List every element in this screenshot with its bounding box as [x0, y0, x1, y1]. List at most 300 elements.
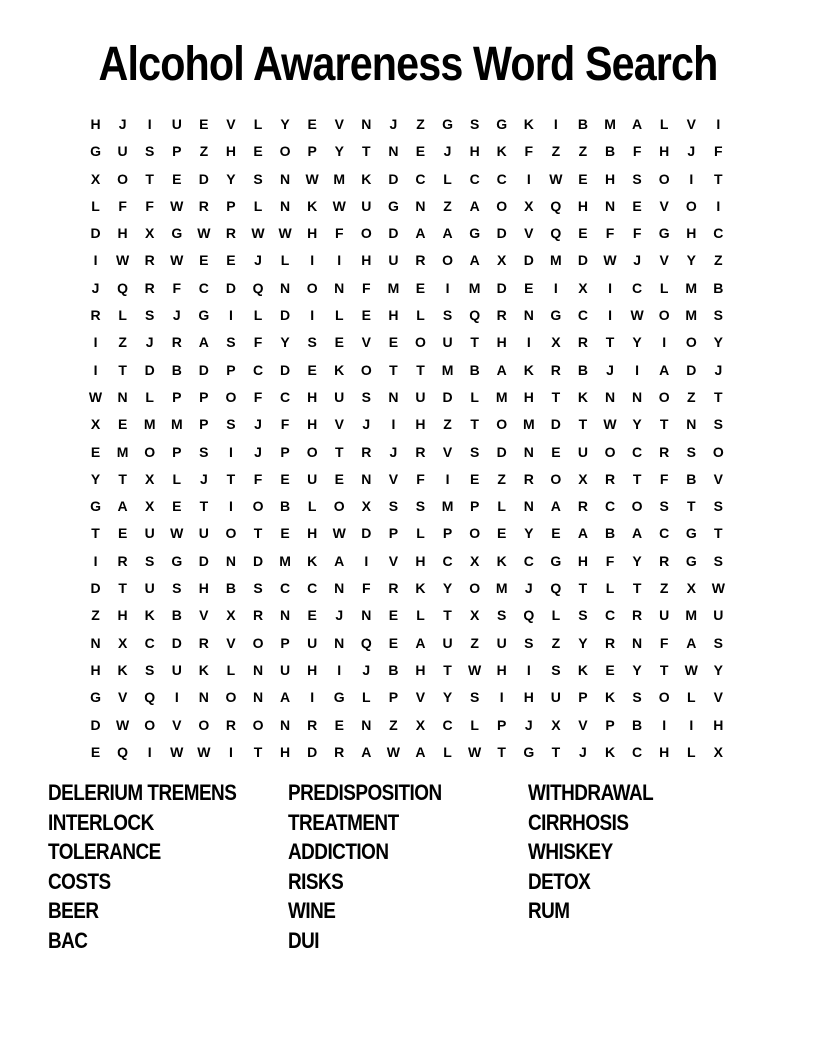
grid-letter: U — [713, 607, 724, 624]
grid-letter: B — [280, 498, 291, 515]
grid-letter: H — [523, 689, 534, 706]
grid-letter: M — [495, 580, 508, 597]
grid-letter: N — [388, 143, 399, 160]
grid-letter: P — [469, 498, 480, 515]
grid-letter: G — [387, 197, 399, 214]
grid-letter: V — [334, 416, 344, 433]
grid-letter: D — [90, 716, 101, 733]
grid-letter: X — [145, 470, 155, 487]
grid-letter: H — [90, 661, 101, 678]
grid-letter: Y — [280, 334, 290, 351]
grid-letter: I — [445, 470, 450, 487]
grid-letter: H — [659, 143, 670, 160]
grid-letter: W — [170, 743, 184, 760]
grid-letter: I — [689, 170, 694, 187]
grid-letter: R — [523, 470, 534, 487]
grid-letter: Y — [442, 689, 453, 706]
grid-letter: K — [496, 143, 507, 160]
grid-letter: N — [334, 580, 345, 597]
grid-letter: X — [415, 716, 426, 733]
grid-letter: T — [497, 743, 506, 760]
grid-letter: Y — [632, 552, 642, 569]
grid-letter: M — [441, 361, 454, 378]
grid-letter: T — [632, 470, 642, 487]
grid-letter: G — [90, 498, 101, 515]
grid-letter: T — [253, 743, 263, 760]
grid-letter: L — [307, 498, 317, 515]
grid-letter: U — [442, 334, 453, 351]
search-word: DUI — [288, 927, 320, 953]
grid-letter: X — [226, 607, 236, 624]
search-word: INTERLOCK — [48, 809, 154, 835]
grid-letter: I — [310, 689, 315, 706]
grid-letter: L — [362, 689, 371, 706]
grid-letter: S — [145, 143, 155, 160]
search-word: RISKS — [288, 868, 344, 894]
grid-letter: H — [713, 716, 724, 733]
grid-letter: I — [553, 279, 558, 296]
grid-letter: N — [523, 498, 534, 515]
grid-letter: N — [604, 197, 616, 214]
grid-letter: R — [496, 307, 507, 324]
grid-letter: W — [88, 388, 103, 405]
grid-letter: B — [686, 470, 697, 487]
grid-letter: I — [337, 661, 342, 678]
search-word: BAC — [48, 927, 88, 953]
grid-letter: O — [360, 225, 372, 242]
grid-letter: R — [415, 443, 426, 460]
grid-letter: E — [172, 498, 182, 515]
grid-letter: E — [415, 279, 426, 296]
grid-letter: M — [387, 279, 400, 296]
search-word: DETOX — [528, 868, 591, 894]
grid-letter: B — [388, 661, 399, 678]
grid-letter: C — [632, 279, 643, 296]
grid-letter: D — [252, 552, 264, 569]
grid-letter: S — [713, 552, 723, 569]
grid-letter: P — [226, 197, 236, 214]
grid-letter: G — [198, 307, 210, 324]
grid-row — [82, 493, 732, 520]
grid-row — [82, 138, 732, 165]
grid-letter: H — [225, 143, 236, 160]
grid-letter: V — [388, 552, 399, 569]
grid-letter: X — [578, 470, 588, 487]
grid-letter: C — [632, 743, 643, 760]
grid-letter: U — [442, 634, 453, 651]
grid-letter: O — [144, 443, 156, 460]
grid-letter: P — [199, 388, 209, 405]
grid-letter: S — [659, 498, 669, 515]
grid-letter: R — [659, 443, 670, 460]
grid-letter: N — [632, 388, 643, 405]
grid-letter: F — [714, 143, 723, 160]
grid-letter: Q — [523, 607, 535, 624]
grid-letter: R — [577, 334, 588, 351]
grid-letter: X — [90, 170, 101, 187]
grid-letter: B — [469, 361, 480, 378]
grid-letter: Y — [632, 416, 642, 433]
grid-letter: H — [659, 743, 670, 760]
grid-letter: T — [686, 498, 696, 515]
grid-letter: O — [252, 716, 264, 733]
grid-letter: O — [685, 197, 697, 214]
grid-letter: N — [361, 607, 372, 624]
grid-letter: U — [280, 661, 291, 678]
grid-letter: J — [579, 743, 587, 760]
grid-letter: C — [252, 361, 264, 378]
grid-letter: P — [172, 388, 182, 405]
grid-letter: S — [686, 443, 696, 460]
grid-letter: I — [662, 334, 667, 351]
grid-letter: O — [198, 716, 210, 733]
grid-letter: V — [524, 225, 534, 242]
grid-letter: P — [172, 443, 182, 460]
grid-letter: W — [386, 743, 400, 760]
grid-letter: J — [714, 361, 723, 378]
grid-letter: A — [415, 743, 426, 760]
grid-letter: N — [361, 716, 372, 733]
grid-letter: F — [362, 279, 371, 296]
grid-letter: H — [198, 580, 209, 597]
grid-letter: T — [714, 170, 723, 187]
grid-letter: P — [280, 634, 290, 651]
grid-letter: Q — [144, 689, 156, 706]
grid-letter: A — [280, 689, 291, 706]
grid-letter: J — [254, 443, 262, 460]
grid-letter: E — [469, 470, 480, 487]
grid-letter: L — [416, 525, 425, 542]
grid-letter: K — [523, 361, 534, 378]
grid-letter: A — [198, 334, 209, 351]
grid-letter: P — [226, 361, 236, 378]
grid-letter: Z — [118, 334, 127, 351]
grid-letter: Q — [550, 225, 562, 242]
grid-letter: Y — [632, 661, 642, 678]
grid-letter: E — [388, 607, 399, 624]
grid-letter: G — [171, 552, 183, 569]
grid-letter: Y — [686, 252, 696, 269]
grid-letter: S — [361, 388, 371, 405]
grid-letter: R — [225, 716, 236, 733]
grid-letter: D — [144, 361, 155, 378]
grid-row — [82, 275, 732, 302]
grid-letter: A — [415, 225, 426, 242]
grid-letter: R — [334, 743, 345, 760]
grid-letter: R — [415, 252, 426, 269]
grid-letter: R — [225, 225, 236, 242]
grid-letter: J — [389, 443, 398, 460]
grid-letter: Z — [91, 607, 100, 624]
grid-letter: Z — [443, 416, 452, 433]
grid-letter: U — [144, 525, 155, 542]
grid-letter: K — [604, 689, 616, 706]
grid-letter: B — [225, 580, 236, 597]
grid-letter: P — [605, 716, 615, 733]
grid-letter: N — [117, 388, 128, 405]
grid-letter: I — [228, 743, 233, 760]
grid-letter: H — [577, 552, 588, 569]
grid-letter: A — [632, 116, 643, 132]
grid-letter: C — [198, 279, 209, 296]
search-word: PREDISPOSITION — [288, 780, 442, 805]
grid-letter: S — [524, 634, 534, 651]
grid-row — [82, 439, 732, 466]
grid-letter: K — [361, 170, 372, 187]
grid-letter: V — [226, 634, 236, 651]
grid-letter: M — [685, 307, 698, 324]
grid-letter: G — [658, 225, 670, 242]
grid-letter: S — [551, 661, 561, 678]
grid-letter: I — [499, 689, 504, 706]
grid-letter: K — [307, 552, 318, 569]
grid-letter: J — [687, 143, 696, 160]
grid-letter: Q — [117, 743, 129, 760]
grid-letter: S — [469, 116, 480, 132]
grid-letter: N — [280, 279, 291, 296]
grid-letter: S — [713, 498, 723, 515]
grid-letter: N — [280, 197, 291, 214]
grid-letter: L — [91, 197, 100, 214]
grid-letter: N — [361, 116, 372, 132]
letter-grid — [82, 111, 732, 766]
grid-letter: O — [658, 170, 670, 187]
grid-letter: M — [143, 416, 156, 433]
grid-row — [82, 247, 732, 274]
grid-letter: H — [496, 334, 507, 351]
grid-letter: T — [389, 361, 398, 378]
grid-letter: T — [470, 334, 479, 351]
grid-letter: M — [279, 552, 291, 569]
grid-letter: N — [632, 634, 643, 651]
grid-letter: V — [172, 716, 182, 733]
grid-letter: X — [686, 580, 696, 597]
grid-letter: N — [361, 470, 372, 487]
grid-letter: N — [686, 416, 697, 433]
grid-letter: I — [716, 116, 721, 132]
grid-letter: A — [415, 634, 426, 651]
grid-letter: C — [713, 225, 724, 242]
grid-letter: M — [468, 279, 481, 296]
grid-letter: R — [632, 607, 643, 624]
grid-letter: O — [496, 197, 508, 214]
search-word: WITHDRAWAL — [528, 780, 654, 805]
grid-letter: G — [685, 525, 697, 542]
search-word: ADDICTION — [288, 839, 389, 865]
grid-letter: O — [469, 525, 481, 542]
grid-letter: I — [526, 661, 531, 678]
grid-letter: I — [608, 307, 612, 324]
grid-letter: A — [686, 634, 697, 651]
grid-letter: L — [145, 388, 154, 405]
grid-letter: T — [145, 170, 154, 187]
grid-letter: Q — [252, 279, 264, 296]
grid-letter: O — [658, 307, 670, 324]
grid-letter: I — [364, 552, 369, 569]
grid-letter: W — [468, 743, 482, 760]
grid-letter: N — [523, 307, 534, 324]
grid-row — [82, 548, 732, 575]
grid-letter: O — [225, 388, 237, 405]
grid-letter: M — [333, 170, 346, 187]
grid-letter: J — [389, 116, 398, 132]
grid-letter: H — [604, 170, 616, 187]
grid-letter: D — [388, 225, 399, 242]
grid-letter: H — [415, 552, 426, 569]
grid-letter: S — [226, 416, 236, 433]
grid-letter: F — [605, 552, 615, 569]
grid-letter: K — [144, 607, 155, 624]
grid-letter: W — [549, 170, 563, 187]
grid-letter: D — [686, 361, 697, 378]
grid-letter: C — [496, 170, 507, 187]
grid-letter: I — [662, 716, 667, 733]
grid-letter: F — [659, 470, 669, 487]
grid-letter: Y — [632, 334, 642, 351]
grid-letter: L — [334, 307, 344, 324]
grid-letter: T — [91, 525, 100, 542]
grid-letter: I — [635, 361, 640, 378]
grid-letter: A — [361, 743, 372, 760]
grid-letter: V — [388, 470, 399, 487]
grid-letter: P — [199, 416, 209, 433]
grid-letter: F — [416, 470, 425, 487]
grid-letter: J — [524, 716, 533, 733]
grid-letter: T — [632, 580, 642, 597]
grid-letter: D — [523, 252, 534, 269]
grid-letter: R — [361, 443, 372, 460]
grid-letter: I — [147, 116, 152, 132]
grid-row — [82, 630, 732, 657]
grid-letter: T — [659, 661, 669, 678]
grid-row — [82, 193, 732, 220]
grid-letter: X — [551, 334, 561, 351]
grid-letter: N — [280, 716, 291, 733]
grid-letter: D — [198, 170, 209, 187]
grid-letter: S — [145, 661, 155, 678]
search-word: CIRRHOSIS — [528, 809, 629, 835]
grid-letter: T — [118, 470, 127, 487]
grid-letter: E — [605, 661, 615, 678]
grid-letter: W — [170, 525, 184, 542]
grid-letter: U — [171, 661, 182, 678]
grid-letter: D — [388, 170, 399, 187]
grid-letter: G — [550, 552, 562, 569]
grid-letter: P — [307, 143, 317, 160]
grid-letter: O — [252, 634, 264, 651]
search-word: COSTS — [48, 868, 111, 894]
grid-letter: J — [606, 361, 614, 378]
grid-letter: I — [93, 252, 98, 269]
grid-letter: F — [172, 279, 182, 296]
grid-letter: B — [713, 279, 724, 296]
grid-row — [82, 575, 732, 602]
grid-letter: G — [496, 116, 508, 132]
grid-letter: X — [524, 197, 534, 214]
grid-letter: D — [90, 580, 101, 597]
grid-letter: Z — [443, 197, 452, 214]
grid-letter: W — [603, 252, 617, 269]
grid-letter: S — [469, 689, 480, 706]
grid-letter: I — [174, 689, 179, 706]
grid-letter: J — [254, 416, 262, 433]
grid-letter: C — [415, 170, 426, 187]
grid-letter: G — [90, 143, 101, 160]
grid-letter: L — [253, 197, 263, 214]
grid-letter: P — [578, 689, 588, 706]
grid-letter: E — [172, 170, 182, 187]
grid-letter: C — [442, 716, 453, 733]
grid-letter: U — [361, 197, 372, 214]
grid-letter: H — [577, 197, 588, 214]
grid-letter: I — [93, 552, 98, 569]
grid-letter: G — [171, 225, 183, 242]
grid-letter: S — [307, 334, 317, 351]
grid-letter: I — [93, 361, 98, 378]
grid-letter: I — [526, 334, 531, 351]
grid-letter: B — [171, 361, 182, 378]
grid-letter: E — [307, 116, 317, 132]
grid-letter: R — [171, 334, 182, 351]
grid-letter: O — [604, 443, 616, 460]
grid-letter: F — [362, 580, 371, 597]
grid-row — [82, 111, 732, 138]
grid-letter: K — [577, 388, 588, 405]
grid-letter: W — [197, 743, 211, 760]
word-column — [288, 778, 528, 956]
grid-letter: U — [496, 634, 507, 651]
grid-letter: E — [117, 525, 128, 542]
grid-letter: L — [605, 580, 615, 597]
grid-letter: I — [147, 743, 152, 760]
grid-letter: C — [604, 607, 616, 624]
grid-letter: P — [172, 143, 182, 160]
grid-letter: L — [551, 607, 561, 624]
grid-letter: J — [524, 580, 533, 597]
grid-letter: H — [117, 607, 128, 624]
grid-letter: C — [280, 388, 291, 405]
grid-letter: H — [469, 143, 480, 160]
grid-letter: O — [415, 334, 426, 351]
grid-letter: L — [416, 307, 425, 324]
grid-letter: I — [553, 116, 558, 132]
grid-letter: N — [280, 607, 291, 624]
word-column — [48, 778, 288, 956]
grid-letter: F — [632, 225, 642, 242]
search-word: RUM — [528, 898, 570, 924]
grid-letter: S — [713, 307, 723, 324]
grid-letter: G — [333, 689, 345, 706]
grid-letter: E — [280, 470, 290, 487]
grid-letter: I — [93, 334, 98, 351]
grid-letter: J — [362, 661, 371, 678]
grid-letter: O — [279, 143, 291, 160]
grid-letter: A — [632, 525, 643, 542]
grid-letter: A — [577, 525, 588, 542]
grid-letter: S — [415, 498, 426, 515]
grid-letter: V — [334, 116, 344, 132]
grid-letter: T — [578, 580, 588, 597]
grid-letter: N — [523, 443, 534, 460]
grid-letter: H — [523, 388, 534, 405]
grid-letter: M — [604, 116, 616, 132]
grid-letter: A — [117, 498, 128, 515]
grid-letter: K — [198, 661, 209, 678]
grid-letter: U — [307, 470, 318, 487]
grid-letter: A — [469, 197, 480, 214]
grid-letter: H — [415, 661, 426, 678]
grid-letter: S — [497, 607, 507, 624]
